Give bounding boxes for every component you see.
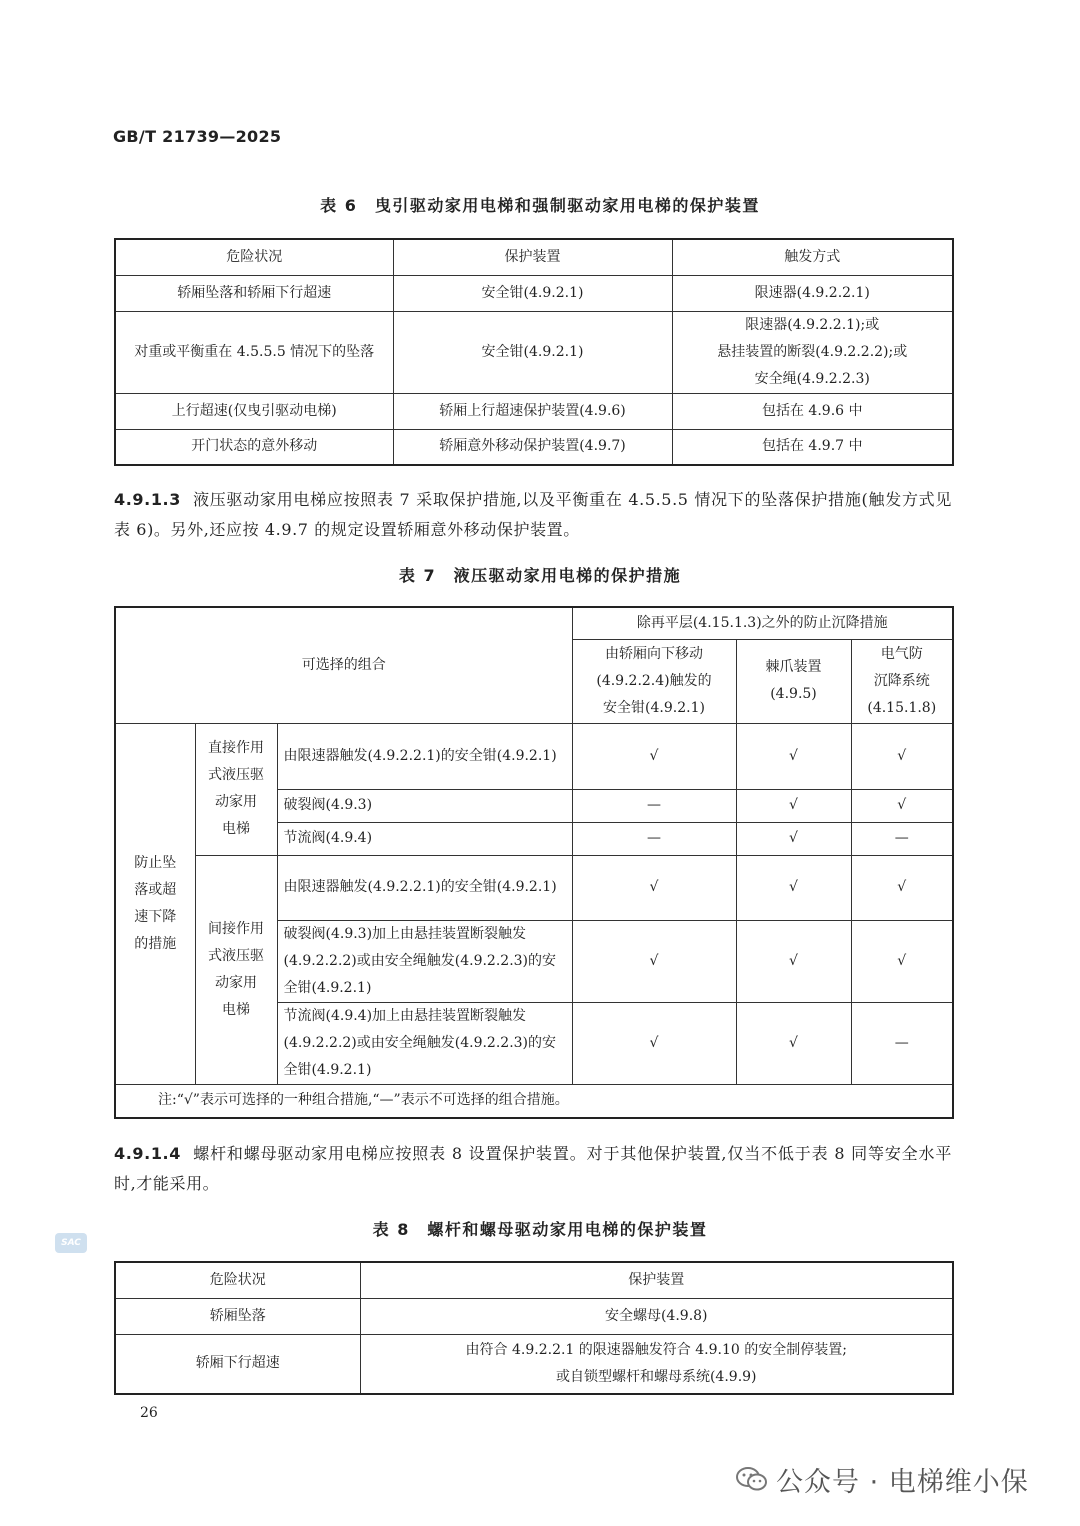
- indirect-acting-label: 间接作用 式液压驱 动家用 电梯: [195, 855, 277, 1084]
- check-mark: √: [572, 920, 736, 1002]
- check-mark: √: [851, 789, 953, 822]
- table-cell: 轿厢意外移动保护装置(4.9.7): [393, 429, 672, 465]
- table-row: [115, 1298, 953, 1334]
- table6: [114, 238, 954, 466]
- table-cell: 限速器(4.9.2.2.1): [672, 275, 953, 311]
- watermark-text: 公众号 · 电梯维小保: [776, 1467, 1029, 1498]
- paragraph-4-9-1-3: [114, 485, 952, 545]
- clause-number: 4.9.1.4: [114, 1144, 181, 1163]
- table-row: [115, 311, 953, 393]
- clause-text: 螺杆和螺母驱动家用电梯应按照表 8 设置保护装置。对于其他保护装置,仅当不低于表 8 同等安全水平时,才能采用。: [114, 1144, 952, 1193]
- check-mark: √: [572, 855, 736, 920]
- check-mark: —: [572, 789, 736, 822]
- table-row: [115, 393, 953, 429]
- table-cell: 轿厢坠落和轿厢下行超速: [115, 275, 393, 311]
- direct-acting-label: 直接作用 式液压驱 动家用 电梯: [195, 723, 277, 855]
- standard-number: GB/T 21739—2025: [113, 127, 282, 146]
- table-row: [115, 723, 953, 789]
- table6-title: 表 6 曳引驱动家用电梯和强制驱动家用电梯的保护装置: [320, 196, 760, 215]
- table-cell: 开门状态的意外移动: [115, 429, 393, 465]
- wechat-icon: [736, 1466, 768, 1492]
- anti-settling-header: 除再平层(4.15.1.3)之外的防止沉降措施: [572, 607, 953, 639]
- table8: [114, 1261, 954, 1395]
- table6-header-row: [115, 239, 953, 275]
- column-header: 棘爪装置 (4.9.5): [736, 639, 851, 723]
- table-cell: 轿厢坠落: [115, 1298, 360, 1334]
- check-mark: √: [851, 723, 953, 789]
- table-cell: 由符合 4.9.2.2.1 的限速器触发符合 4.9.10 的安全制停装置; 或自锁型螺杆和螺母系统(4.9.9): [360, 1334, 953, 1394]
- table-cell: 安全钳(4.9.2.1): [393, 311, 672, 393]
- clause-text: 液压驱动家用电梯应按照表 7 采取保护措施,以及平衡重在 4.5.5.5 情况下的坠落保护措施(触发方式见表 6)。另外,还应按 4.9.7 的规定设置轿厢意外移动保护装置。: [114, 490, 952, 539]
- table-row: [115, 855, 953, 920]
- table7-note-row: [115, 1084, 953, 1118]
- table-cell: 对重或平衡重在 4.5.5.5 情况下的坠落: [115, 311, 393, 393]
- table8-header-cell: 保护装置: [360, 1262, 953, 1298]
- table-cell: 包括在 4.9.6 中: [672, 393, 953, 429]
- row-group-label: 防止坠 落或超 速下降 的措施: [115, 723, 195, 1084]
- check-mark: —: [572, 822, 736, 855]
- column-header: 电气防 沉降系统 (4.15.1.8): [851, 639, 953, 723]
- combo-label: 由限速器触发(4.9.2.2.1)的安全钳(4.9.2.1): [277, 855, 572, 920]
- combo-label: 节流阀(4.9.4)加上由悬挂装置断裂触发(4.9.2.2.2)或由安全绳触发(4.9.2.2.3)的安全钳(4.9.2.1): [277, 1002, 572, 1084]
- table8-header-cell: 危险状况: [115, 1262, 360, 1298]
- combo-label: 节流阀(4.9.4): [277, 822, 572, 855]
- table6-header-cell: 危险状况: [115, 239, 393, 275]
- check-mark: √: [736, 920, 851, 1002]
- check-mark: √: [572, 723, 736, 789]
- check-mark: √: [851, 855, 953, 920]
- check-mark: √: [572, 1002, 736, 1084]
- check-mark: √: [736, 822, 851, 855]
- table-cell: 限速器(4.9.2.2.1);或 悬挂装置的断裂(4.9.2.2.2);或 安全绳(4.9.2.2.3): [672, 311, 953, 393]
- check-mark: —: [851, 822, 953, 855]
- table8-title: 表 8 螺杆和螺母驱动家用电梯的保护装置: [372, 1220, 708, 1239]
- check-mark: √: [736, 789, 851, 822]
- combo-label: 破裂阀(4.9.3)加上由悬挂装置断裂触发(4.9.2.2.2)或由安全绳触发(4.9.2.2.3)的安全钳(4.9.2.1): [277, 920, 572, 1002]
- table8-header-row: [115, 1262, 953, 1298]
- table-cell: 安全钳(4.9.2.1): [393, 275, 672, 311]
- table-cell: 轿厢上行超速保护装置(4.9.6): [393, 393, 672, 429]
- check-mark: √: [736, 1002, 851, 1084]
- check-mark: √: [736, 855, 851, 920]
- table6-header-cell: 保护装置: [393, 239, 672, 275]
- sac-logo: SAC: [55, 1233, 87, 1253]
- clause-number: 4.9.1.3: [114, 490, 181, 509]
- page-number: 26: [140, 1405, 158, 1421]
- check-mark: —: [851, 1002, 953, 1084]
- table-row: [115, 1334, 953, 1394]
- combo-label: 由限速器触发(4.9.2.2.1)的安全钳(4.9.2.1): [277, 723, 572, 789]
- table-cell: 轿厢下行超速: [115, 1334, 360, 1394]
- table7-title: 表 7 液压驱动家用电梯的保护措施: [398, 566, 682, 585]
- table7: [114, 606, 954, 1119]
- combo-header: 可选择的组合: [115, 607, 572, 723]
- table-cell: 安全螺母(4.9.8): [360, 1298, 953, 1334]
- table-row: [115, 429, 953, 465]
- table-cell: 上行超速(仅曳引驱动电梯): [115, 393, 393, 429]
- combo-label: 破裂阀(4.9.3): [277, 789, 572, 822]
- table7-group-header-row: [115, 607, 953, 639]
- column-header: 由轿厢向下移动 (4.9.2.2.4)触发的 安全钳(4.9.2.1): [572, 639, 736, 723]
- table-cell: 包括在 4.9.7 中: [672, 429, 953, 465]
- table-row: [115, 275, 953, 311]
- paragraph-4-9-1-4: [114, 1139, 952, 1199]
- check-mark: √: [851, 920, 953, 1002]
- check-mark: √: [736, 723, 851, 789]
- table6-header-cell: 触发方式: [672, 239, 953, 275]
- table7-note: 注:“√”表示可选择的一种组合措施,“—”表示不可选择的组合措施。: [115, 1084, 953, 1118]
